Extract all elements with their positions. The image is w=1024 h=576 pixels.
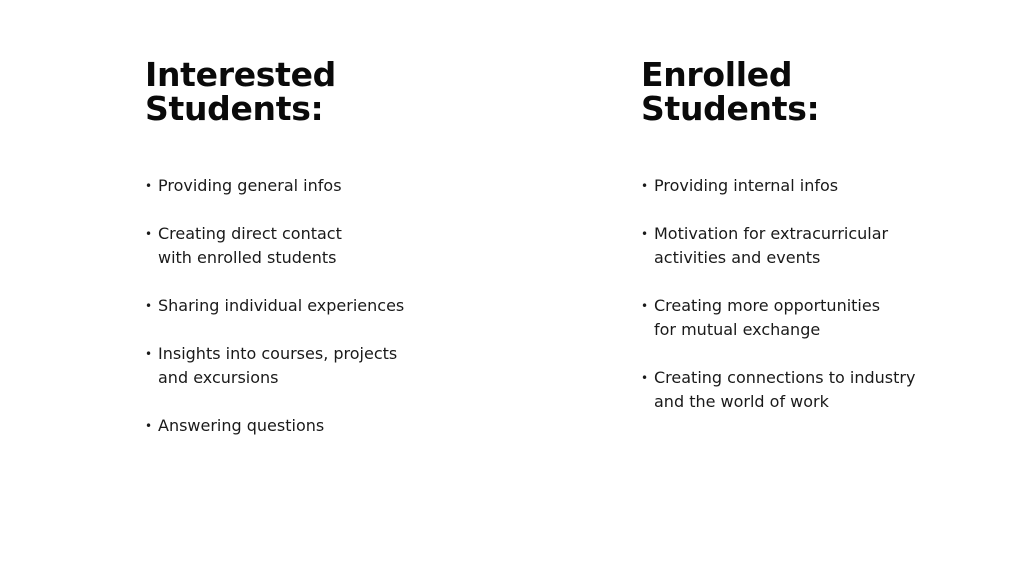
- list-item: [145, 342, 525, 390]
- list-item: [145, 174, 525, 198]
- bullet-icon: •: [641, 371, 649, 385]
- list-item-text-continued: activities and events: [654, 248, 821, 267]
- list-item-text: Creating connections to industry: [654, 368, 916, 387]
- list-item: [145, 222, 525, 270]
- interested-students-heading: [145, 55, 525, 128]
- bullet-icon: •: [145, 227, 153, 241]
- bullet-icon: •: [145, 419, 153, 433]
- heading-line-2: Students:: [145, 89, 324, 128]
- bullet-icon: •: [145, 347, 153, 361]
- list-item-text: Providing general infos: [158, 176, 342, 195]
- enrolled-students-heading: [641, 55, 1021, 128]
- enrolled-students-list: [641, 174, 1021, 438]
- heading-line-1: Interested: [145, 55, 337, 94]
- heading-line-2: Students:: [641, 89, 820, 128]
- list-item: [641, 222, 1021, 270]
- list-item-text: Answering questions: [158, 416, 325, 435]
- list-item-text: Motivation for extracurricular: [654, 224, 889, 243]
- list-item-text-continued: with enrolled students: [158, 248, 337, 267]
- list-item-text: Creating direct contact: [158, 224, 342, 243]
- interested-students-section: [145, 55, 525, 435]
- list-item-text-continued: and excursions: [158, 368, 279, 387]
- list-item: [145, 414, 525, 438]
- list-item-text: Sharing individual experiences: [158, 296, 405, 315]
- bullet-icon: •: [145, 179, 153, 193]
- list-item-text: Insights into courses, projects: [158, 344, 398, 363]
- bullet-icon: •: [641, 227, 649, 241]
- list-item: [145, 294, 525, 318]
- list-item-text: Creating more opportunities: [654, 296, 881, 315]
- list-item-text: Providing internal infos: [654, 176, 839, 195]
- heading-line-1: Enrolled: [641, 55, 793, 94]
- list-item-text-continued: for mutual exchange: [654, 320, 821, 339]
- interested-students-list: [145, 174, 525, 462]
- list-item: [641, 294, 1021, 342]
- bullet-icon: •: [145, 299, 153, 313]
- list-item: [641, 174, 1021, 198]
- list-item: [641, 366, 1021, 414]
- bullet-icon: •: [641, 299, 649, 313]
- bullet-icon: •: [641, 179, 649, 193]
- enrolled-students-section: [641, 55, 1021, 411]
- list-item-text-continued: and the world of work: [654, 392, 829, 411]
